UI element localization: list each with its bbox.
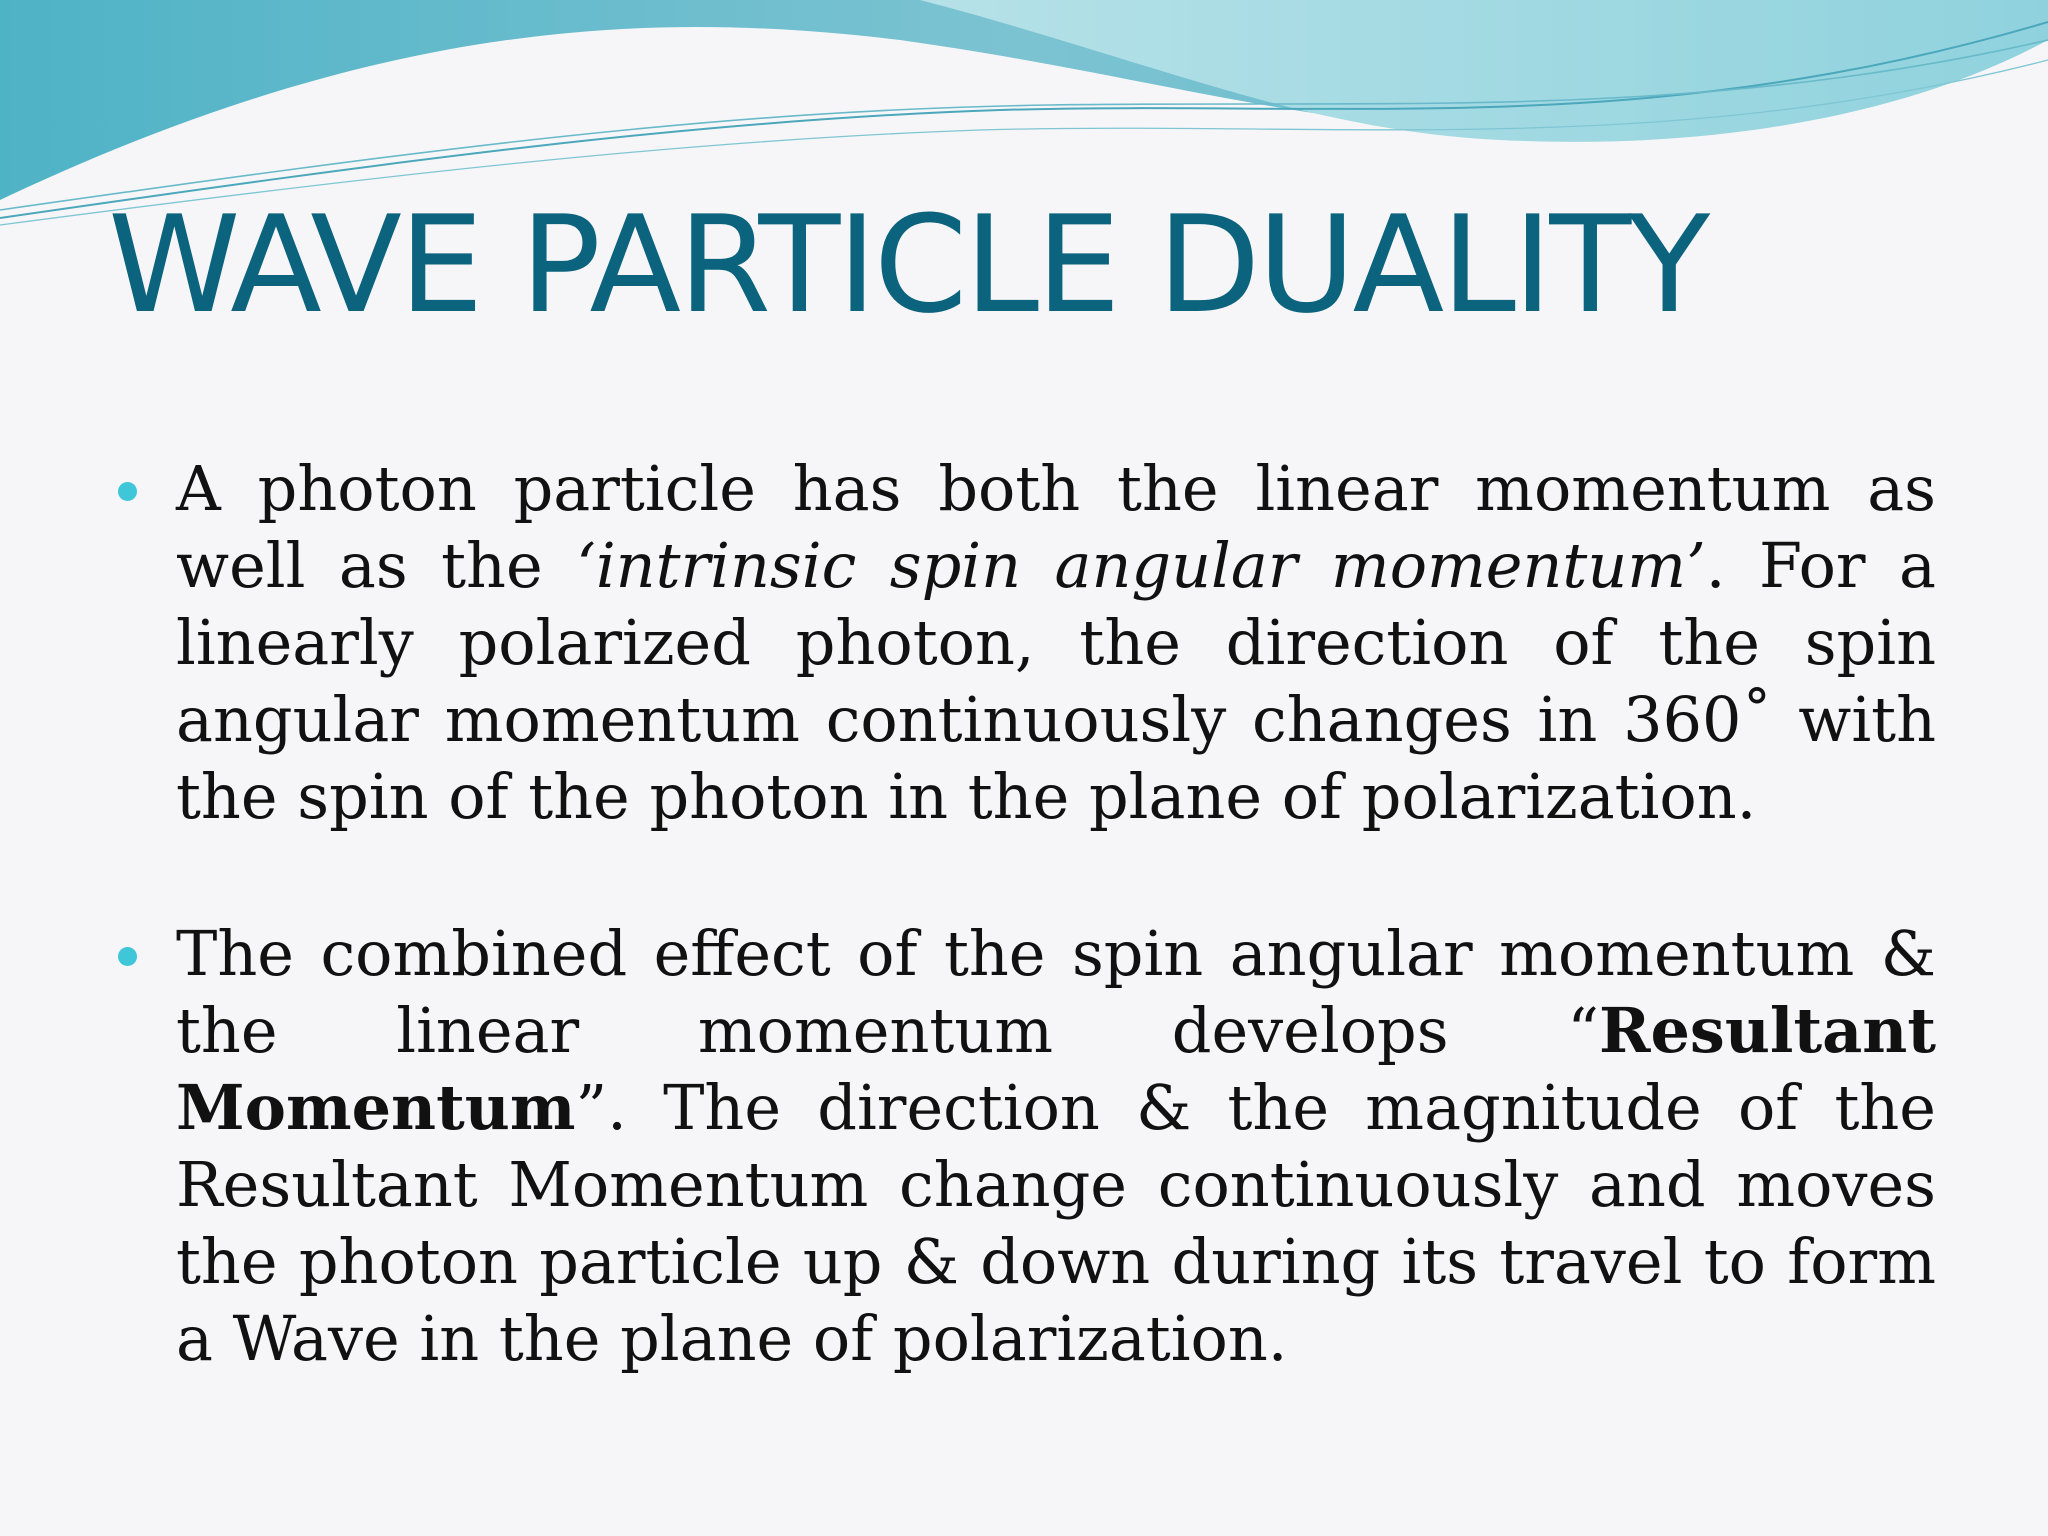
bullet-dot-icon bbox=[118, 482, 137, 501]
bullet-italic-term: ‘intrinsic spin angular momentum’ bbox=[576, 529, 1706, 602]
bullet-dot-icon bbox=[118, 947, 137, 966]
bullet-item bbox=[118, 450, 1936, 835]
bullet-bold-term: Resultant Momentum bbox=[176, 994, 1936, 1144]
slide-title: WAVE PARTICLE DUALITY bbox=[108, 187, 1708, 343]
bullet-text-part: ”. The direction & the magnitude of the Resultant Momentum change continuously and moves the photon particle up & down during its travel to form a Wave in the plane of polarization. bbox=[176, 1071, 1936, 1375]
bullet-text-part: . For a linearly polarized photon, the direction of the spin angular momentum continuously changes in 360˚ with the spin of the photon in the plane of polarization. bbox=[176, 529, 1936, 833]
bullet-item bbox=[118, 915, 1936, 1377]
bullet-text-part: The combined effect of the spin angular momentum & the linear momentum develops “ bbox=[176, 917, 1936, 1067]
bullet-text-part: A photon particle has both the linear momentum as well as the bbox=[176, 452, 1936, 602]
bullet-list bbox=[118, 450, 1936, 1377]
